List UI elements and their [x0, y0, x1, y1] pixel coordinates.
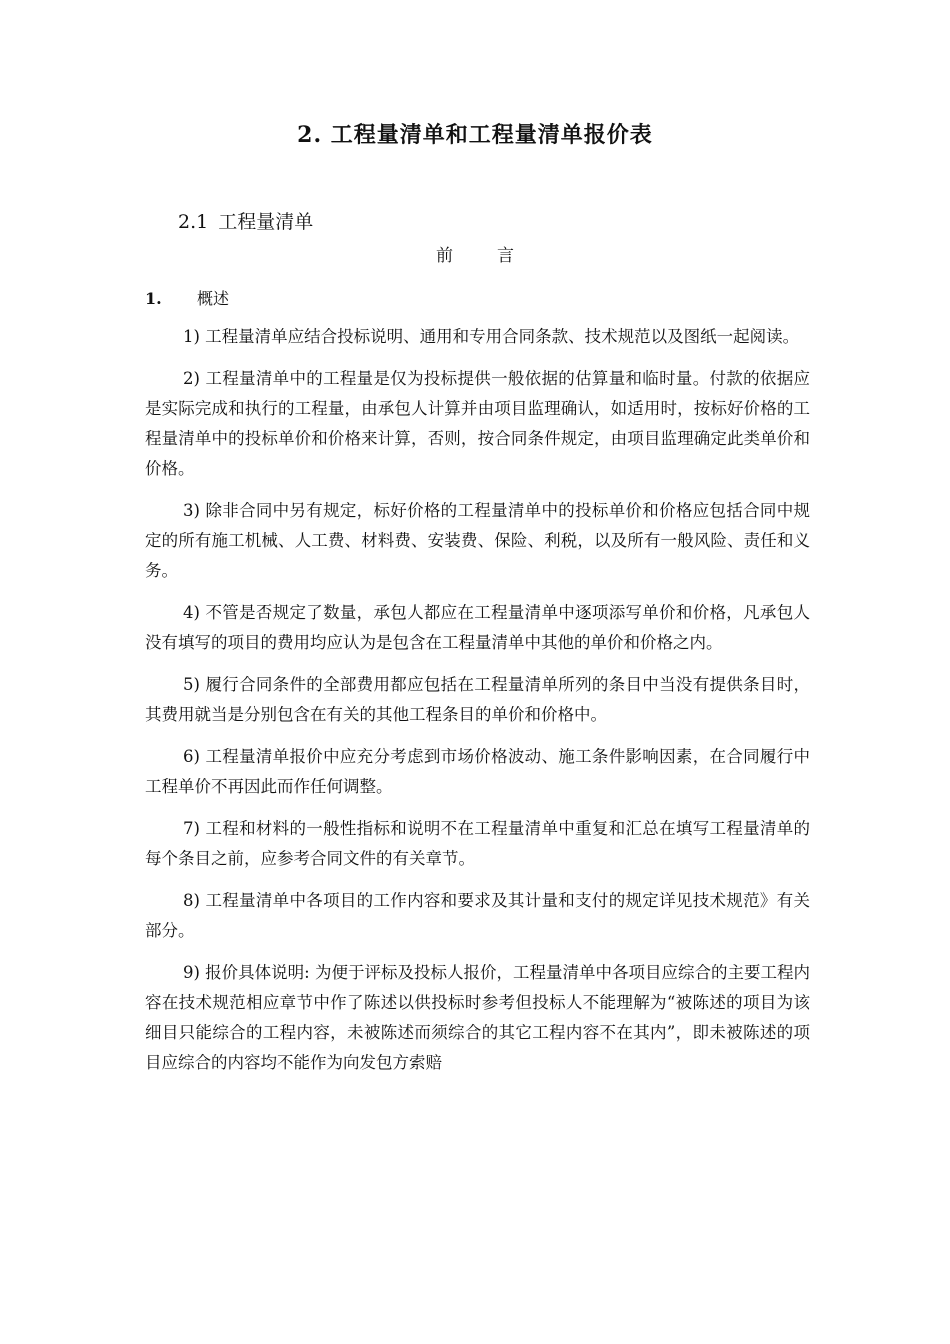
document-title: 2. 工程量清单和工程量清单报价表	[297, 122, 653, 148]
body-text	[145, 322, 810, 1090]
paragraph: 1) 工程量清单应结合投标说明、通用和专用合同条款、技术规范以及图纸一起阅读。	[183, 327, 800, 346]
section-number: 2.1	[178, 211, 209, 233]
preface-heading: 前言	[436, 246, 558, 266]
subsection-title: 概述	[197, 289, 230, 308]
paragraph: 4) 不管是否规定了数量，承包人都应在工程量清单中逐项添写单价和价格，凡承包人没有填写的项目的费用均应认为是包含在工程量清单中其他的单价和价格之内。	[145, 603, 810, 652]
paragraph: 8) 工程量清单中各项目的工作内容和要求及其计量和支付的规定详见技术规范》有关部分。	[145, 891, 810, 940]
paragraph: 3) 除非合同中另有规定，标好价格的工程量清单中的投标单价和价格应包括合同中规定的所有施工机械、人工费、材料费、安装费、保险、利税，以及所有一般风险、责任和义务。	[145, 501, 810, 580]
paragraph: 9) 报价具体说明: 为便于评标及投标人报价，工程量清单中各项目应综合的主要工程内容在技术规范相应章节中作了陈述以供投标时参考但投标人不能理解为“被陈述的项目为该细目只能综合的工程内容，未被陈述而须综合的其它工程内容不在其内”，即未被陈述的项目应综合的内容均不能作为向发包方索赔	[145, 963, 810, 1072]
subsection-heading	[145, 286, 229, 309]
section-title: 工程量清单	[218, 211, 314, 233]
paragraph: 7) 工程和材料的一般性指标和说明不在工程量清单中重复和汇总在填写工程量清单的每个条目之前，应参考合同文件的有关章节。	[145, 819, 810, 868]
paragraph: 5) 履行合同条件的全部费用都应包括在工程量清单所列的条目中当没有提供条目时，其费用就当是分别包含在有关的其他工程条目的单价和价格中。	[145, 675, 810, 724]
paragraph: 6) 工程量清单报价中应充分考虑到市场价格波动、施工条件影响因素，在合同履行中工程单价不再因此而作任何调整。	[145, 747, 810, 796]
paragraph: 2) 工程量清单中的工程量是仅为投标提供一般依据的估算量和临时量。付款的依据应是实际完成和执行的工程量，由承包人计算并由项目监理确认，如适用时，按标好价格的工程量清单中的投标单价和价格来计算，否则，按合同条件规定，由项目监理确定此类单价和价格。	[145, 369, 810, 478]
section-heading	[178, 207, 313, 234]
subsection-number: 1.	[145, 289, 162, 308]
